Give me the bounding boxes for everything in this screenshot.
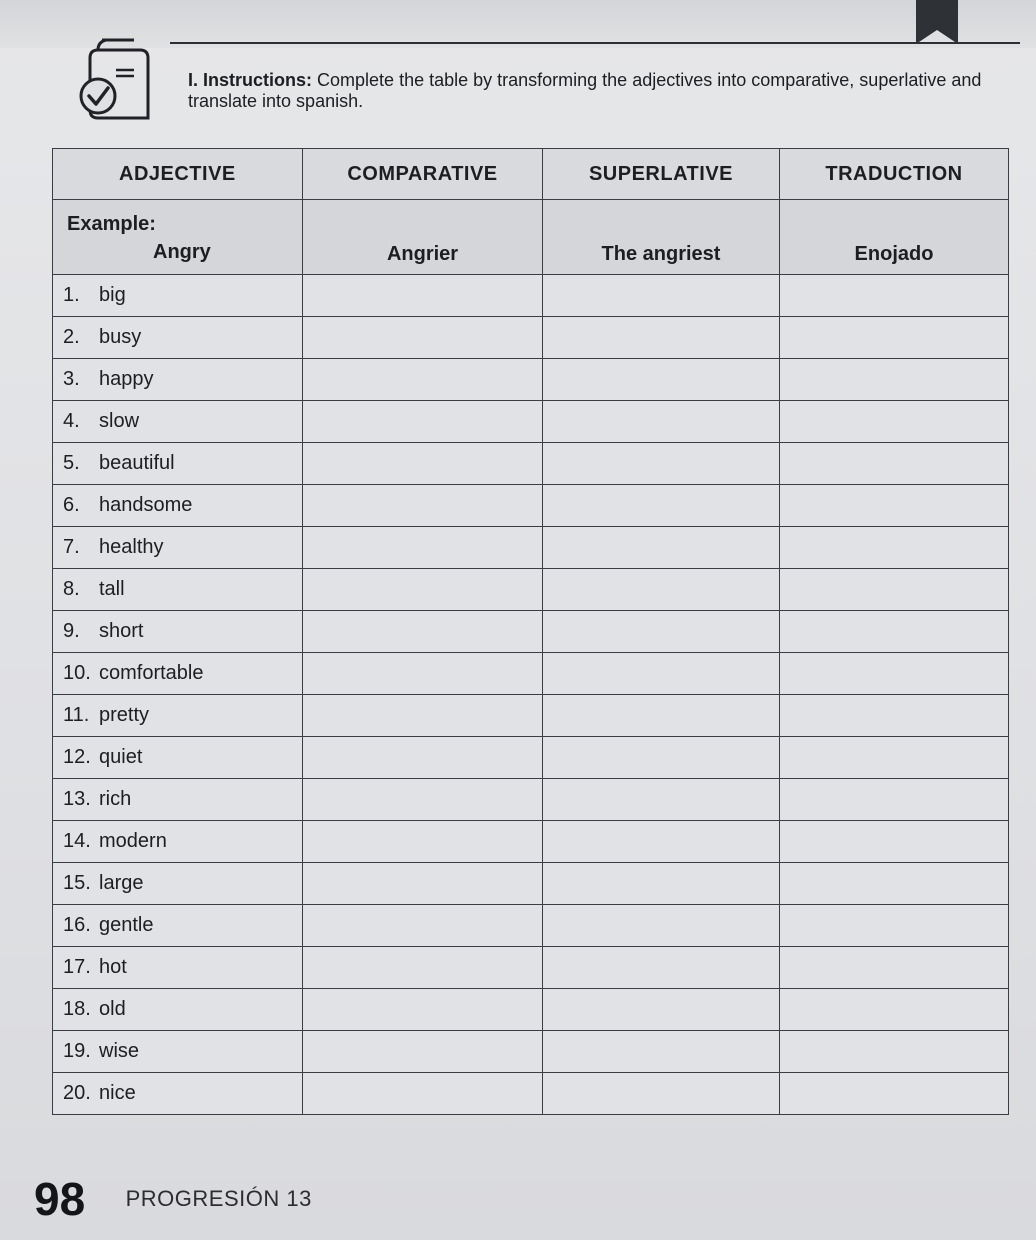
bookmark-ribbon <box>916 0 958 44</box>
table-row <box>53 401 1009 443</box>
comparative-answer-cell[interactable] <box>303 275 543 317</box>
adjective-word: modern <box>99 830 167 852</box>
adjective-word: wise <box>99 1040 140 1062</box>
adjective-cell <box>53 653 303 695</box>
adjective-word: handsome <box>99 494 193 516</box>
comparative-answer-cell[interactable] <box>303 611 543 653</box>
row-number: 18. <box>63 998 91 1020</box>
row-number: 4. <box>63 410 80 432</box>
traduction-answer-cell[interactable] <box>780 1031 1009 1073</box>
adjective-word: old <box>99 998 126 1020</box>
superlative-answer-cell[interactable] <box>543 317 780 359</box>
superlative-answer-cell[interactable] <box>543 359 780 401</box>
table-row <box>53 737 1009 779</box>
row-number: 19. <box>63 1040 91 1062</box>
adjective-word: gentle <box>99 914 154 936</box>
adjective-word: comfortable <box>99 662 204 684</box>
table-row <box>53 821 1009 863</box>
table-row <box>53 863 1009 905</box>
superlative-answer-cell[interactable] <box>543 401 780 443</box>
superlative-answer-cell[interactable] <box>543 485 780 527</box>
comparative-answer-cell[interactable] <box>303 1031 543 1073</box>
row-number: 15. <box>63 872 91 894</box>
row-number: 3. <box>63 368 80 390</box>
comparative-answer-cell[interactable] <box>303 485 543 527</box>
comparative-answer-cell[interactable] <box>303 527 543 569</box>
adjective-cell <box>53 401 303 443</box>
adjective-cell <box>53 443 303 485</box>
adjective-cell <box>53 1073 303 1115</box>
adjective-word: short <box>99 620 144 642</box>
comparative-answer-cell[interactable] <box>303 653 543 695</box>
traduction-answer-cell[interactable] <box>780 947 1009 989</box>
traduction-answer-cell[interactable] <box>780 611 1009 653</box>
page-number: 98 <box>34 1173 86 1225</box>
row-number: 2. <box>63 326 80 348</box>
example-row <box>53 200 1009 275</box>
row-number: 12. <box>63 746 91 768</box>
row-number: 10. <box>63 662 91 684</box>
row-number: 11. <box>63 704 90 726</box>
example-adjective-cell <box>53 200 303 275</box>
adjective-cell <box>53 989 303 1031</box>
row-number: 7. <box>63 536 80 558</box>
table-row <box>53 779 1009 821</box>
superlative-answer-cell[interactable] <box>543 653 780 695</box>
superlative-answer-cell[interactable] <box>543 527 780 569</box>
section-label: PROGRESIÓN 13 <box>125 1186 312 1211</box>
table-row <box>53 317 1009 359</box>
header-comparative: COMPARATIVE <box>303 149 543 200</box>
row-number: 20. <box>63 1082 91 1104</box>
row-number: 5. <box>63 452 80 474</box>
superlative-answer-cell[interactable] <box>543 989 780 1031</box>
superlative-answer-cell[interactable] <box>543 1031 780 1073</box>
adjective-cell <box>53 737 303 779</box>
row-number: 14. <box>63 830 91 852</box>
adjective-word: happy <box>99 368 154 390</box>
adjective-cell <box>53 611 303 653</box>
adjective-cell <box>53 485 303 527</box>
comparative-answer-cell[interactable] <box>303 779 543 821</box>
instructions-body: Complete the table by transforming the adjectives into comparative, superlative and translate into spanish. <box>188 70 982 111</box>
traduction-answer-cell[interactable] <box>780 863 1009 905</box>
comparative-answer-cell[interactable] <box>303 905 543 947</box>
adjective-cell <box>53 1031 303 1073</box>
table-row <box>53 275 1009 317</box>
table-row <box>53 527 1009 569</box>
table-row <box>53 947 1009 989</box>
adjective-cell <box>53 359 303 401</box>
adjective-cell <box>53 527 303 569</box>
traduction-answer-cell[interactable] <box>780 275 1009 317</box>
header-traduction: TRADUCTION <box>780 149 1009 200</box>
superlative-answer-cell[interactable] <box>543 275 780 317</box>
traduction-answer-cell[interactable] <box>780 653 1009 695</box>
example-adjective: Angry <box>153 241 211 263</box>
comparative-answer-cell[interactable] <box>303 737 543 779</box>
traduction-answer-cell[interactable] <box>780 905 1009 947</box>
adjective-cell <box>53 569 303 611</box>
comparative-answer-cell[interactable] <box>303 569 543 611</box>
adjective-word: quiet <box>99 746 143 768</box>
page-footer <box>34 1172 312 1226</box>
traduction-answer-cell[interactable] <box>780 1073 1009 1115</box>
table-row <box>53 905 1009 947</box>
superlative-answer-cell[interactable] <box>543 737 780 779</box>
traduction-answer-cell[interactable] <box>780 317 1009 359</box>
example-comparative: Angrier <box>303 200 543 275</box>
header-adjective: ADJECTIVE <box>53 149 303 200</box>
adjective-cell <box>53 695 303 737</box>
row-number: 1. <box>63 284 80 306</box>
superlative-answer-cell[interactable] <box>543 695 780 737</box>
traduction-answer-cell[interactable] <box>780 821 1009 863</box>
traduction-answer-cell[interactable] <box>780 989 1009 1031</box>
comparative-answer-cell[interactable] <box>303 401 543 443</box>
superlative-answer-cell[interactable] <box>543 779 780 821</box>
row-number: 17. <box>63 956 91 978</box>
example-label: Example: <box>67 213 156 235</box>
adjective-table-wrapper <box>52 148 1008 1115</box>
row-number: 8. <box>63 578 80 600</box>
adjective-word: nice <box>99 1082 136 1104</box>
comparative-answer-cell[interactable] <box>303 989 543 1031</box>
row-number: 16. <box>63 914 91 936</box>
superlative-answer-cell[interactable] <box>543 1073 780 1115</box>
table-row <box>53 695 1009 737</box>
table-row <box>53 611 1009 653</box>
comparative-answer-cell[interactable] <box>303 359 543 401</box>
table-row <box>53 1073 1009 1115</box>
adjective-word: healthy <box>99 536 164 558</box>
superlative-answer-cell[interactable] <box>543 611 780 653</box>
header-superlative: SUPERLATIVE <box>543 149 780 200</box>
comparative-answer-cell[interactable] <box>303 1073 543 1115</box>
adjective-word: hot <box>99 956 127 978</box>
traduction-answer-cell[interactable] <box>780 443 1009 485</box>
adjective-table <box>52 148 1009 1115</box>
comparative-answer-cell[interactable] <box>303 863 543 905</box>
instructions-text <box>188 70 1018 112</box>
adjective-cell <box>53 905 303 947</box>
adjective-word: busy <box>99 326 142 348</box>
example-superlative: The angriest <box>543 200 780 275</box>
table-row <box>53 569 1009 611</box>
table-row <box>53 1031 1009 1073</box>
superlative-answer-cell[interactable] <box>543 905 780 947</box>
row-number: 9. <box>63 620 80 642</box>
row-number: 6. <box>63 494 80 516</box>
traduction-answer-cell[interactable] <box>780 737 1009 779</box>
table-row <box>53 989 1009 1031</box>
table-row <box>53 359 1009 401</box>
header-rule <box>170 42 1020 44</box>
adjective-cell <box>53 317 303 359</box>
traduction-answer-cell[interactable] <box>780 779 1009 821</box>
row-number: 13. <box>63 788 91 810</box>
adjective-cell <box>53 863 303 905</box>
adjective-word: beautiful <box>99 452 175 474</box>
instructions-lead: I. Instructions: <box>188 70 313 90</box>
comparative-answer-cell[interactable] <box>303 947 543 989</box>
superlative-answer-cell[interactable] <box>543 863 780 905</box>
comparative-answer-cell[interactable] <box>303 443 543 485</box>
superlative-answer-cell[interactable] <box>543 569 780 611</box>
adjective-word: large <box>99 872 144 894</box>
traduction-answer-cell[interactable] <box>780 569 1009 611</box>
superlative-answer-cell[interactable] <box>543 443 780 485</box>
adjective-word: slow <box>99 410 140 432</box>
adjective-cell <box>53 821 303 863</box>
traduction-answer-cell[interactable] <box>780 359 1009 401</box>
traduction-answer-cell[interactable] <box>780 527 1009 569</box>
traduction-answer-cell[interactable] <box>780 485 1009 527</box>
example-traduction: Enojado <box>780 200 1009 275</box>
table-row <box>53 653 1009 695</box>
adjective-word: rich <box>99 788 132 810</box>
adjective-word: big <box>99 284 126 306</box>
superlative-answer-cell[interactable] <box>543 947 780 989</box>
checklist-icon <box>68 34 160 126</box>
adjective-cell <box>53 779 303 821</box>
adjective-word: tall <box>99 578 125 600</box>
adjective-cell <box>53 275 303 317</box>
adjective-word: pretty <box>99 704 150 726</box>
table-row <box>53 443 1009 485</box>
comparative-answer-cell[interactable] <box>303 317 543 359</box>
table-header-row <box>53 149 1009 200</box>
comparative-answer-cell[interactable] <box>303 695 543 737</box>
table-row <box>53 485 1009 527</box>
traduction-answer-cell[interactable] <box>780 401 1009 443</box>
traduction-answer-cell[interactable] <box>780 695 1009 737</box>
comparative-answer-cell[interactable] <box>303 821 543 863</box>
adjective-cell <box>53 947 303 989</box>
superlative-answer-cell[interactable] <box>543 821 780 863</box>
